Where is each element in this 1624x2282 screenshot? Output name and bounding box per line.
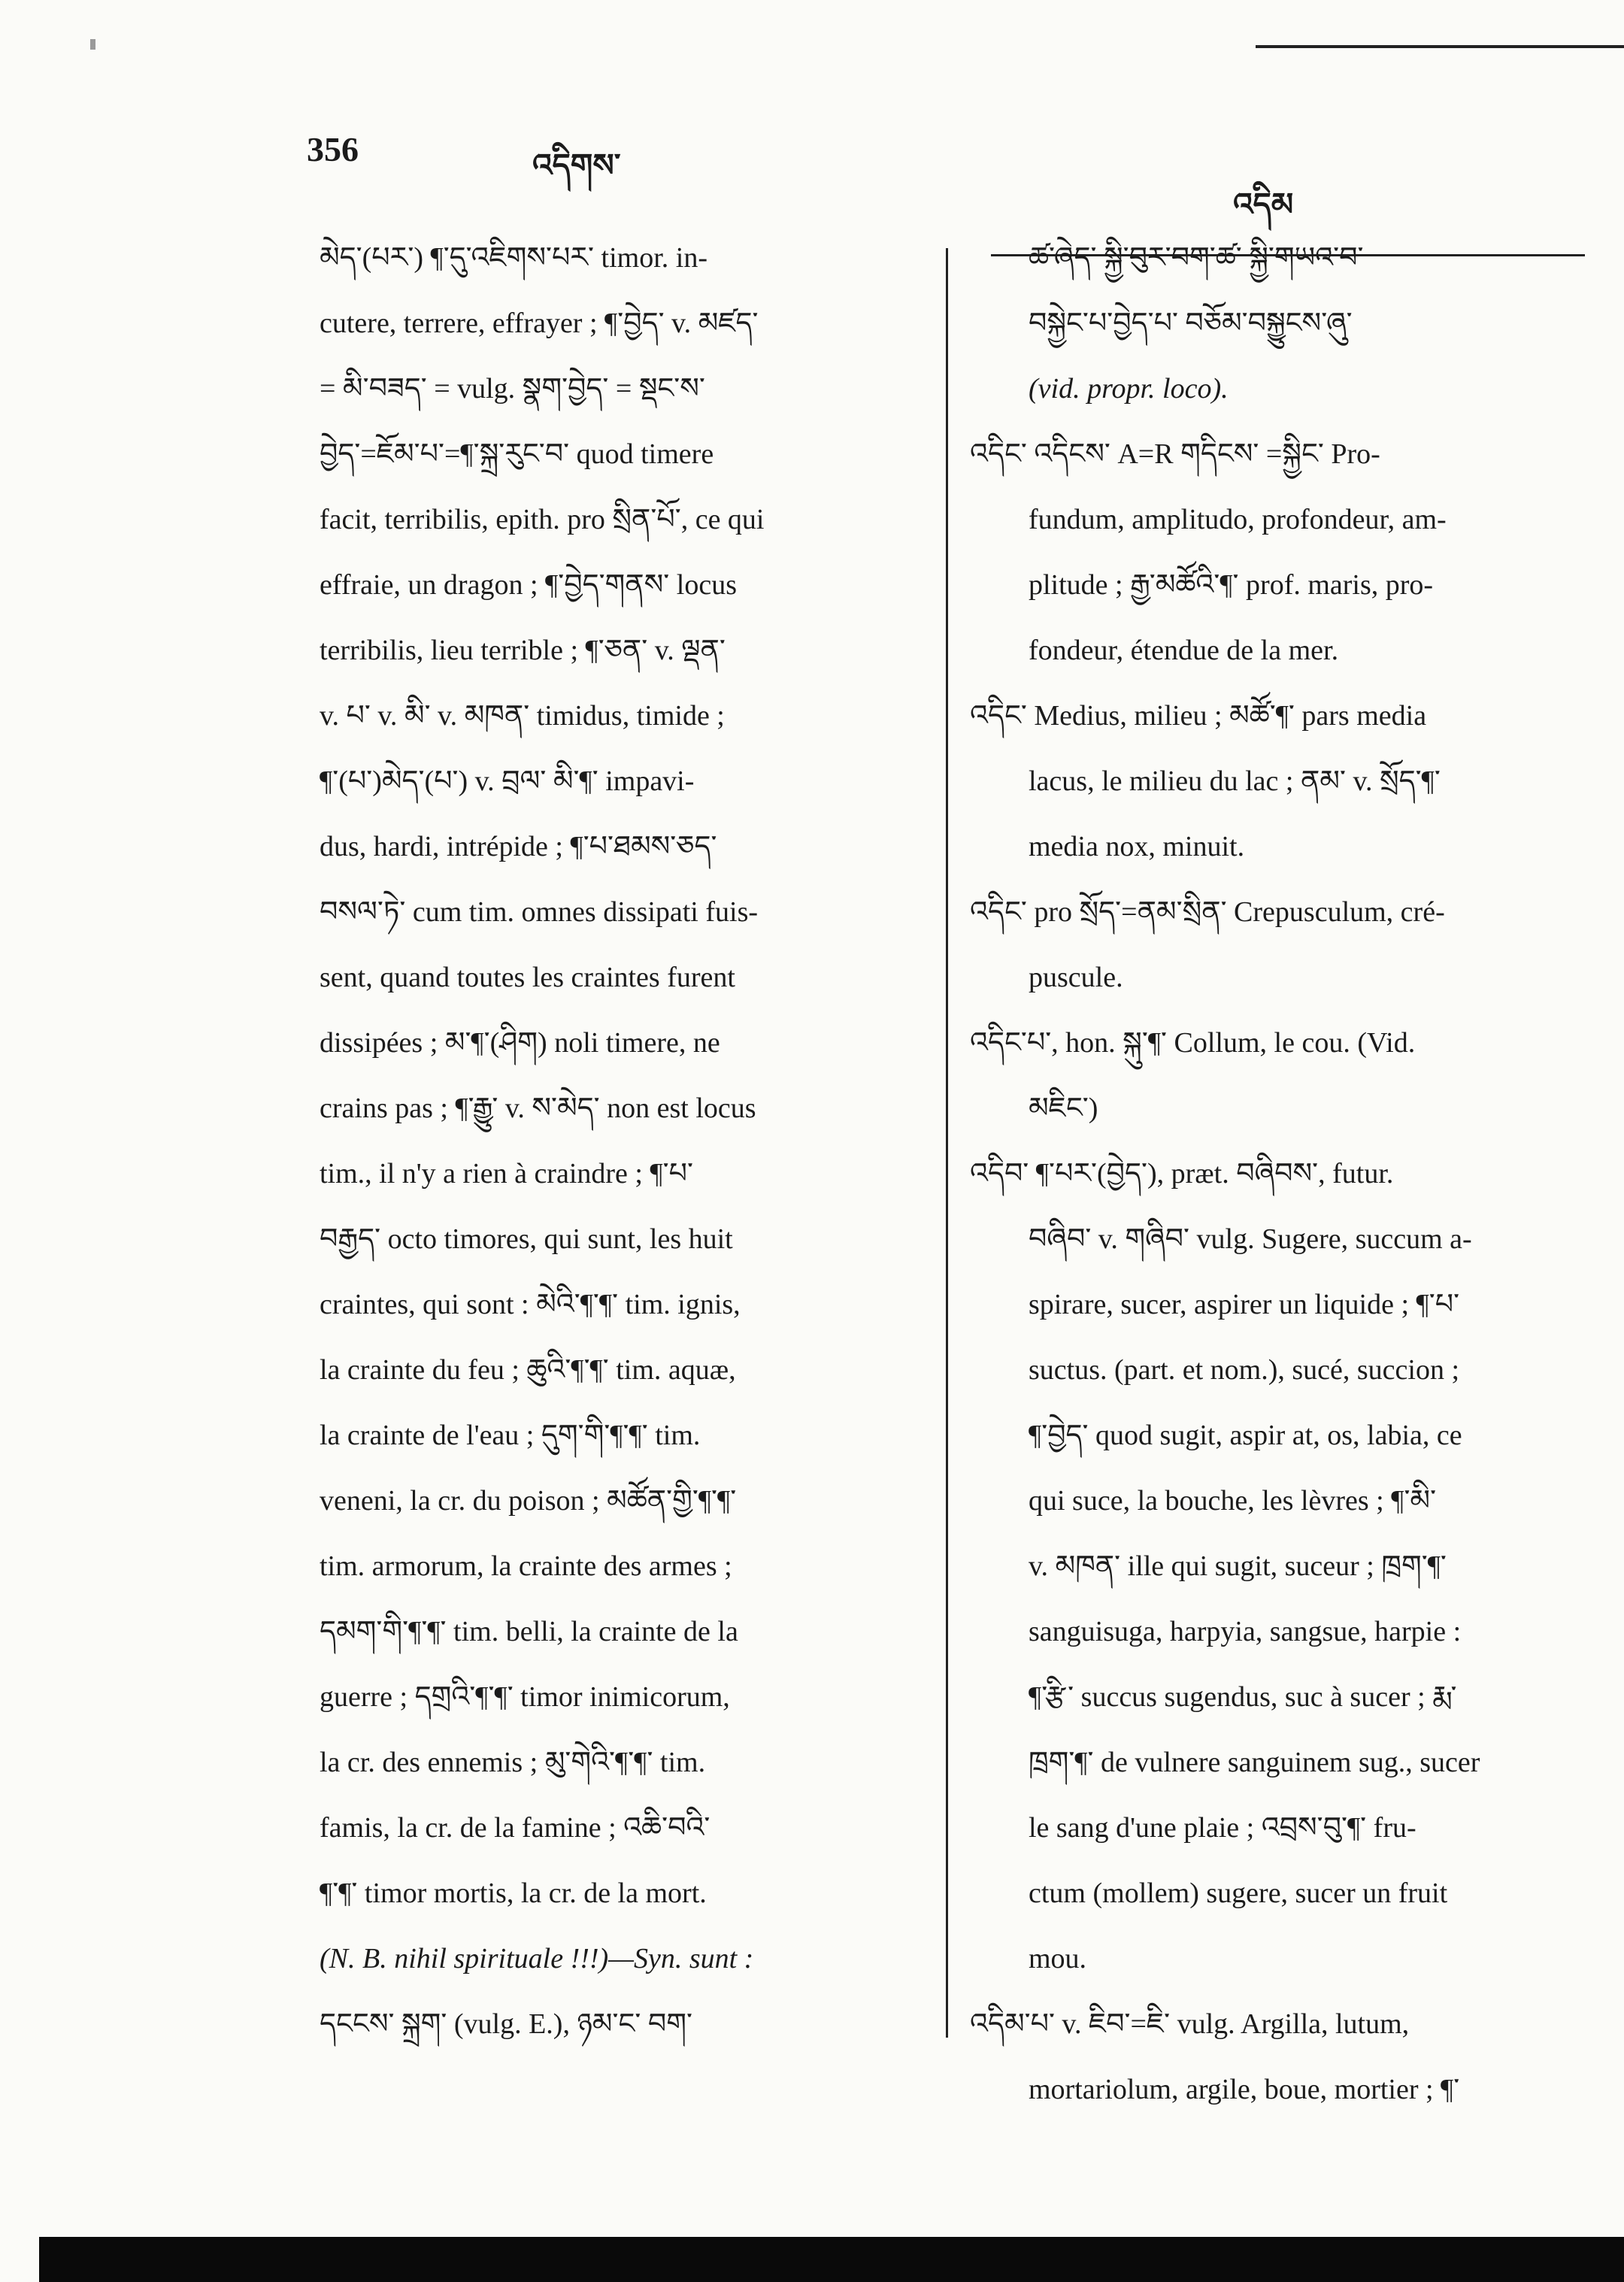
running-head-right: འདིམ xyxy=(1233,188,1294,223)
text-line: guerre ; དགྲའི་¶་¶་ timor inimicorum, xyxy=(320,1681,730,1713)
text-line: བསྐྱེང་པ་བྱེད་པ་ བཅོམ་བསྐྱུངས་ཞུ་ xyxy=(1029,308,1353,339)
text-line: tim. armorum, la crainte des armes ; xyxy=(320,1550,732,1582)
text-line: facit, terribilis, epith. pro སྲིན་པོ་, ce qui xyxy=(320,504,765,535)
text-line: le sang d'une plaie ; འབྲས་བུ་¶་ fru- xyxy=(1029,1812,1416,1844)
text-line: puscule. xyxy=(1029,962,1123,993)
text-line: ¶་(པ་)མེད་(པ་) v. བྲལ་ མི་¶་ impavi- xyxy=(320,765,695,797)
dictionary-entry xyxy=(970,1141,1564,1992)
dictionary-entry xyxy=(970,1011,1564,1141)
dictionary-entry xyxy=(970,880,1564,1011)
text-line: བསལ་ཏེ་ cum tim. omnes dissipati fuis- xyxy=(320,896,759,928)
right-column xyxy=(970,226,1564,2123)
entry-headword-line: འདིང་ འདིངས་ A=R གདིངས་ =སྐྱིང་ Pro- xyxy=(970,438,1380,470)
text-line: ཚ་ཞེད་ སྐྱི་བུར་བག་ཚ་ སྐྱི་གཡའ་བ་ xyxy=(1029,242,1364,274)
text-line: fondeur, étendue de la mer. xyxy=(1029,635,1339,666)
text-line: ¶་རྩི་ succus sugendus, suc à sucer ; རྨ་ xyxy=(1029,1681,1457,1713)
text-line: lacus, le milieu du lac ; ནམ་ v. སྲོད་¶་ xyxy=(1029,765,1441,797)
left-column xyxy=(320,226,891,2057)
text-line: (N. B. nihil spirituale !!!)—Syn. sunt : xyxy=(320,1943,754,1974)
column-divider xyxy=(946,248,948,2038)
text-line: བརྒྱད་ octo timores, qui sunt, les huit xyxy=(320,1223,733,1255)
text-line: cutere, terrere, effrayer ; ¶་བྱེད་ v. མཛད་ xyxy=(320,308,759,339)
text-line: suctus. (part. et nom.), sucé, succion ; xyxy=(1029,1354,1460,1386)
text-line: mortariolum, argile, boue, mortier ; ¶་ xyxy=(1029,2074,1460,2105)
text-line: spirare, sucer, aspirer un liquide ; ¶་པ་ xyxy=(1029,1289,1460,1320)
text-line: sent, quand toutes les craintes furent xyxy=(320,962,735,993)
scan-speck xyxy=(90,39,95,50)
text-line: veneni, la cr. du poison ; མཚོན་གྱི་¶་¶་ xyxy=(320,1485,737,1517)
text-line: (vid. propr. loco). xyxy=(1029,373,1229,405)
text-line: v. པ་ v. མི་ v. མཁན་ timidus, timide ; xyxy=(320,700,725,732)
text-line: ¶་¶་ timor mortis, la cr. de la mort. xyxy=(320,1877,707,1909)
text-line: sanguisuga, harpyia, sangsue, harpie : xyxy=(1029,1616,1462,1647)
text-line: tim., il n'y a rien à craindre ; ¶་པ་ xyxy=(320,1158,694,1189)
entry-headword-line: འདིང་པ་, hon. སྐུ་¶་ Collum, le cou. (Vid. xyxy=(970,1027,1416,1059)
text-line: ctum (mollem) sugere, sucer un fruit xyxy=(1029,1877,1448,1909)
text-line: plitude ; རྒྱ་མཚོའི་¶་ prof. maris, pro- xyxy=(1029,569,1434,601)
text-line: qui suce, la bouche, les lèvres ; ¶་མི་ xyxy=(1029,1485,1437,1517)
text-line: la crainte de l'eau ; དུག་གི་¶་¶་ tim. xyxy=(320,1420,701,1451)
page-number: 356 xyxy=(307,130,359,168)
running-head-left: འདིགས་ xyxy=(532,149,621,183)
entry-headword-line: འདིང་ pro སྲོད་=ནམ་སྲིན་ Crepusculum, cré- xyxy=(970,896,1445,928)
text-line: dus, hardi, intrépide ; ¶་པ་ཐམས་ཅད་ xyxy=(320,831,717,862)
entry-headword-line: འདིང་ Medius, milieu ; མཚོ་¶་ pars media xyxy=(970,700,1427,732)
text-line: fundum, amplitudo, profondeur, am- xyxy=(1029,504,1447,535)
entry-headword-line: འདིབ་ ¶་པར་(བྱེད་), præt. བཞིབས་, futur. xyxy=(970,1158,1394,1189)
text-line: བྱེད་=ཇོམ་པ་=¶་སྐྲ་རུང་བ་ quod timere xyxy=(320,438,714,470)
dictionary-entry xyxy=(970,1992,1564,2123)
top-rule xyxy=(1256,45,1624,48)
text-line: ཁྲག་¶་ de vulnere sanguinem sug., sucer xyxy=(1029,1747,1480,1778)
text-line: mou. xyxy=(1029,1943,1087,1974)
text-line: dissipées ; མ་¶་(ཤིག) noli timere, ne xyxy=(320,1027,720,1059)
text-line: effraie, un dragon ; ¶་བྱེད་གནས་ locus xyxy=(320,569,737,601)
text-line: བཞིབ་ v. གཞིབ་ vulg. Sugere, succum a- xyxy=(1029,1223,1472,1255)
entry-headword-line: འདིམ་པ་ v. ཇིབ་=ཇི་ vulg. Argilla, lutum, xyxy=(970,2008,1410,2040)
dictionary-entry xyxy=(970,422,1564,683)
dictionary-entry xyxy=(970,683,1564,880)
text-line: དངངས་ སྐྲག་ (vulg. E.), ཉམ་ང་ བག་ xyxy=(320,2008,692,2040)
text-line: la cr. des ennemis ; མུ་གེའི་¶་¶་ tim. xyxy=(320,1747,706,1778)
text-line: མཇིང་) xyxy=(1029,1093,1098,1124)
dictionary-entry xyxy=(970,226,1564,422)
scan-bottom-edge xyxy=(39,2237,1624,2282)
text-line: crains pas ; ¶་རྒྱུ་ v. ས་མེད་ non est locus xyxy=(320,1093,756,1124)
text-line: ¶་བྱེད་ quod sugit, aspir at, os, labia, ce xyxy=(1029,1420,1462,1451)
text-line: དམག་གི་¶་¶་ tim. belli, la crainte de la xyxy=(320,1616,738,1647)
text-line: v. མཁན་ ille qui sugit, suceur ; ཁྲག་¶་ xyxy=(1029,1550,1447,1582)
text-line: media nox, minuit. xyxy=(1029,831,1245,862)
text-line: མེད་(པར་) ¶་དུ་འཇིགས་པར་ timor. in- xyxy=(320,242,707,274)
text-line: = མི་བཟད་ = vulg. སྣག་བྱེད་ = སྡང་ས་ xyxy=(320,373,705,405)
text-line: terribilis, lieu terrible ; ¶་ཅན་ v. ལྡན་ xyxy=(320,635,726,666)
text-line: craintes, qui sont : མེའི་¶་¶་ tim. ignis, xyxy=(320,1289,741,1320)
text-line: famis, la cr. de la famine ; འཆི་བའི་ xyxy=(320,1812,710,1844)
text-line: la crainte du feu ; ཆུའི་¶་¶་ tim. aquæ, xyxy=(320,1354,736,1386)
